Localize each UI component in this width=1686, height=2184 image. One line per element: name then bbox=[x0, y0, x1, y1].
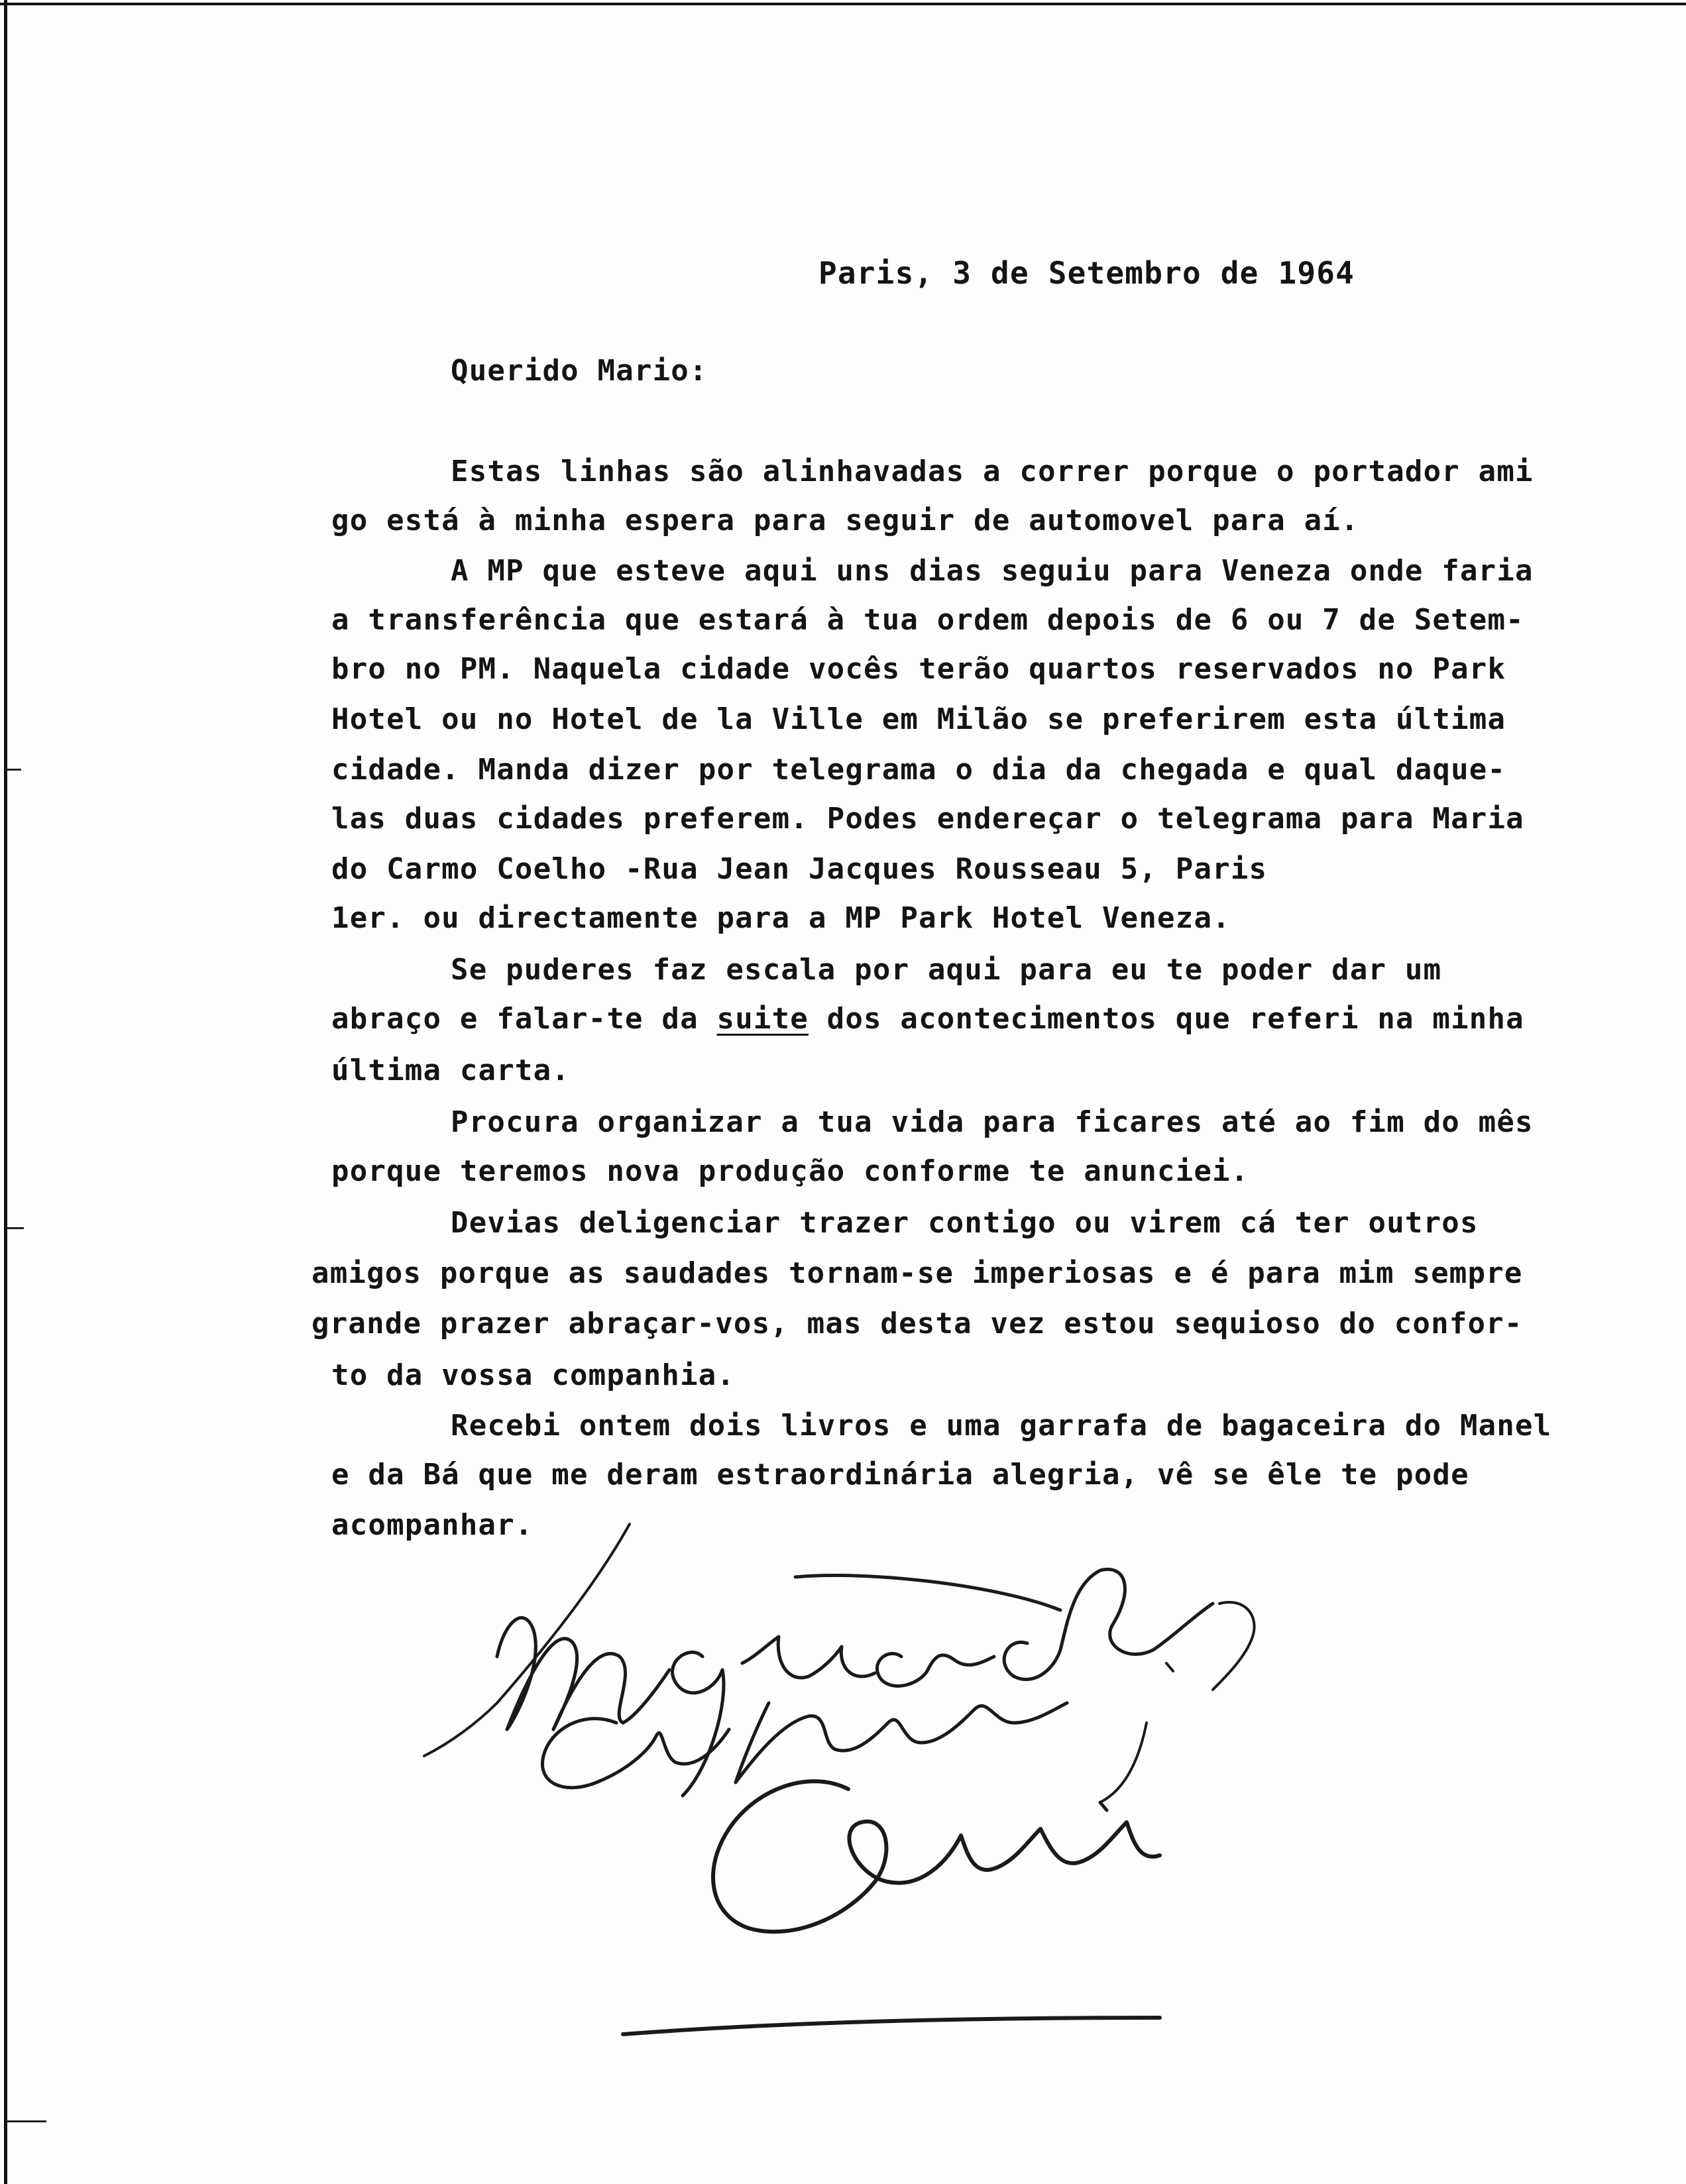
handwritten-signature bbox=[398, 1504, 1564, 2061]
body-text-fragment: abraço e falar-te da bbox=[331, 1002, 717, 1036]
body-line: Devias deligenciar trazer contigo ou virem cá ter outros bbox=[451, 1206, 1479, 1240]
margin-mark bbox=[7, 1227, 24, 1229]
body-line: grande prazer abraçar-vos, mas desta vez estou sequioso do confor- bbox=[311, 1307, 1523, 1340]
body-line: amigos porque as saudades tornam-se imperiosas e é para mim sempre bbox=[311, 1256, 1523, 1290]
body-line: Se puderes faz escala por aqui para eu te poder dar um bbox=[451, 953, 1442, 987]
page-edge-left bbox=[4, 0, 7, 2184]
body-line: to da vossa companhia. bbox=[331, 1358, 736, 1392]
underlined-word: suite bbox=[716, 1002, 809, 1036]
body-line: cidade. Manda dizer por telegrama o dia da chegada e qual daque- bbox=[331, 753, 1506, 787]
page-edge-top bbox=[0, 3, 1686, 5]
body-line: bro no PM. Naquela cidade vocês terão quartos reservados no Park bbox=[331, 652, 1506, 686]
body-line: Estas linhas são alinhavadas a correr porque o portador ami bbox=[451, 455, 1534, 488]
body-line: A MP que esteve aqui uns dias seguiu para Veneza onde faria bbox=[451, 554, 1534, 588]
body-line: 1er. ou directamente para a MP Park Hotel Veneza. bbox=[331, 901, 1231, 935]
body-line: acompanhar. bbox=[331, 1508, 534, 1542]
body-line: Hotel ou no Hotel de la Ville em Milão se preferirem esta última bbox=[331, 702, 1506, 736]
body-line: do Carmo Coelho -Rua Jean Jacques Rousseau 5, Paris bbox=[331, 852, 1268, 886]
body-text-fragment: dos acontecimentos que referi na minha bbox=[808, 1002, 1524, 1036]
body-line: a transferência que estará à tua ordem depois de 6 ou 7 de Setem- bbox=[331, 603, 1524, 637]
margin-mark bbox=[7, 2120, 46, 2122]
letter-date: Paris, 3 de Setembro de 1964 bbox=[818, 255, 1355, 291]
body-line: última carta. bbox=[331, 1054, 570, 1087]
margin-mark bbox=[7, 769, 21, 771]
body-line-with-underline bbox=[331, 1001, 1524, 1038]
body-line: e da Bá que me deram estraordinária alegria, vê se êle te pode bbox=[331, 1458, 1469, 1492]
body-line: las duas cidades preferem. Podes endereçar o telegrama para Maria bbox=[331, 802, 1524, 836]
letter-salutation: Querido Mario: bbox=[451, 354, 708, 388]
body-line: porque teremos nova produção conforme te anunciei. bbox=[331, 1154, 1249, 1188]
body-line: Procura organizar a tua vida para ficares até ao fim do mês bbox=[451, 1105, 1534, 1139]
body-line: Recebi ontem dois livros e uma garrafa de bagaceira do Manel bbox=[451, 1409, 1552, 1443]
body-line: go está à minha espera para seguir de automovel para aí. bbox=[331, 504, 1359, 537]
